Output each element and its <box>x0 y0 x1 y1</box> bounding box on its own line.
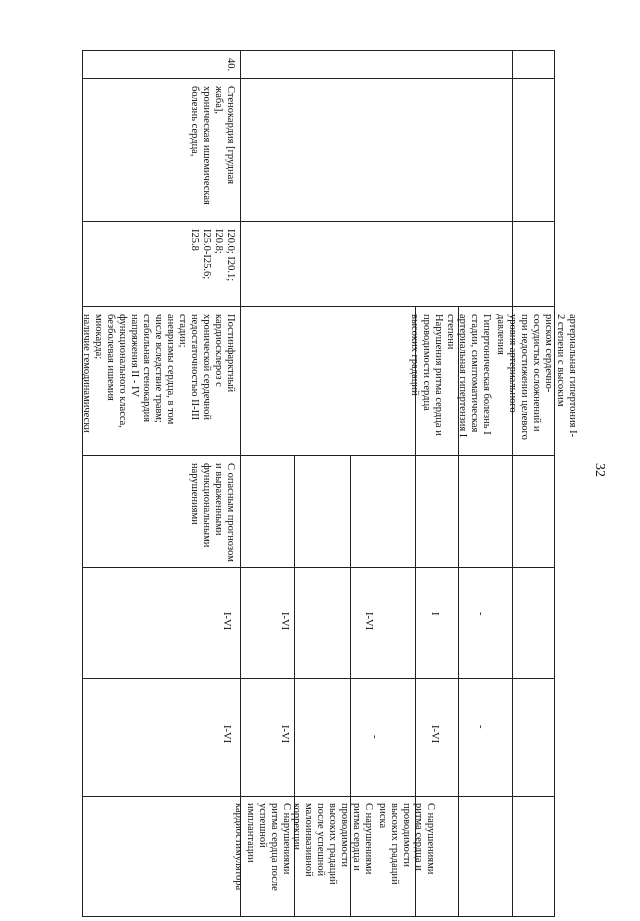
note-pacemaker: С нарушениями ритма сердца после успешной имплантации кардиостимулятора <box>233 803 292 891</box>
value-a5: - <box>475 725 486 729</box>
value-g1: I-VI <box>221 612 232 631</box>
condition-hypertension-high-risk: артериальная гипертония I- 2 степени с высоким риском сердечно- сосудистых осложнений и при недостижении целевого уровня артериального давления <box>495 314 578 440</box>
value-a3: I-VI <box>429 725 440 744</box>
condition-arrhythmia: Нарушения ритма сердца и проводимости сердца высоких градаций <box>409 314 444 436</box>
value-a2: I-VI <box>279 725 290 744</box>
icd-codes: I20.0; I20.1; I20.8; I25.0-I25.6; I25.8 <box>189 229 236 282</box>
note-minimally-invasive: С нарушениями ритма сердца и проводимости высоких градаций после успешной малоинвазивной коррекции <box>291 803 374 885</box>
value-g4: I <box>429 612 440 616</box>
prognosis-severe: С опасным прогнозом и выраженными функциональными нарушениями <box>189 463 236 562</box>
note-high-risk: С нарушениями ритма сердца и проводимости высоких градаций риска <box>377 803 436 885</box>
page-number: 32 <box>592 463 607 477</box>
value-g2: I-VI <box>279 612 290 631</box>
condition-hypertension-stage1: Гипертоническая болезнь I стадии, симптоматическая артериальная гипертензия I степени <box>445 314 492 438</box>
value-a1: I-VI <box>221 725 232 744</box>
condition-postinfarction: Постинфарктный кардиосклероз с хронической сердечной недостаточностью II-III стадии; аневризмы сердца, в том числе вследствие травм; стабильная стенокардия напряжения II - IV функционального класса, безболевая ишемия миокарда; наличие гемодинамически <box>81 314 236 433</box>
value-g5: - <box>475 612 486 616</box>
row-number: 40. <box>225 58 236 72</box>
disease-name: Стенокардия [грудная жаба], хроническая ишемическая болезнь сердца, <box>189 86 236 205</box>
value-a4: - <box>369 735 380 739</box>
value-g3: I-VI <box>363 612 374 631</box>
